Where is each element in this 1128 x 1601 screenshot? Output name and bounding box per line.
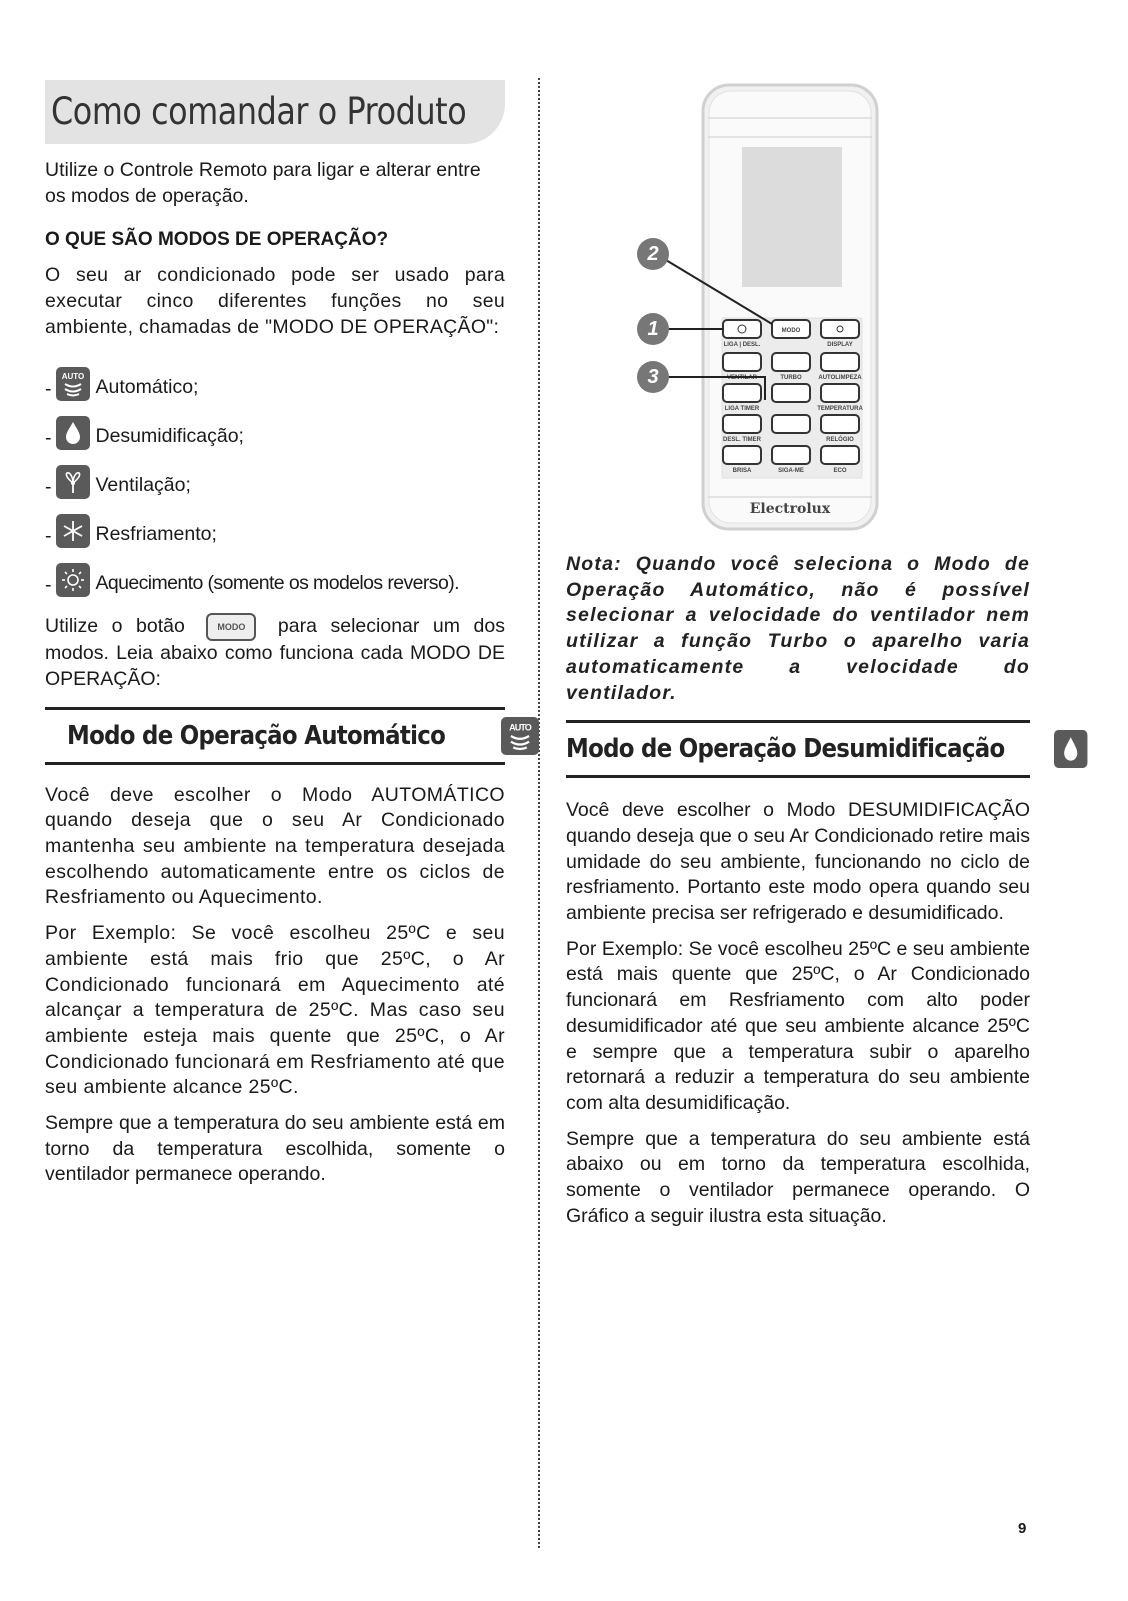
mode-item-heat: - Aquecimento (somente os modelos reverso). [45, 548, 505, 597]
use-button-after: para selecionar um dos modos. Leia abaixo como funciona cada MODO DE OPERAÇÃO: [45, 615, 505, 690]
mode-label: Desumidificação; [95, 425, 244, 448]
fan-icon [56, 465, 90, 499]
auto-icon [56, 367, 90, 401]
dehum-paragraph-2: Por Exemplo: Se você escolheu 25ºC e seu ambiente está mais quente que 25ºC, o Ar Condicionado funcionará em Resfriamento com alto poder desumidificador até que seu ambiente alcance 25ºC e sempre que a temperatura subir o aparelho retornará a reduzir a temperatura do seu ambiente com alta desumidificação. [566, 937, 1030, 1114]
note-text: Nota: Quando você seleciona o Modo de Operação Automático, não é possível selecionar a velocidade do ventilador nem utilizar a função Turbo o aparelho varia automaticamente a velocidade do ventilador. [566, 553, 1030, 704]
dehum-paragraph-1: Você deve escolher o Modo DESUMIDIFICAÇÃO quando deseja que o seu Ar Condicionado retire mais umidade do seu ambiente, funcionando no ciclo de resfriamento. Portanto este modo opera quando seu ambiente precisa ser refrigerado e desumidificado. [566, 799, 1030, 925]
auto-heading: Modo de Operação Automático [67, 720, 446, 751]
use-button-before: Utilize o botão [45, 615, 185, 638]
svg-text:VENTILAR: VENTILAR [727, 375, 757, 381]
mode-item-auto: - AUTO Automático; [45, 352, 505, 401]
svg-text:AUTO: AUTO [61, 372, 84, 382]
svg-text:LIGA | DESL.: LIGA | DESL. [723, 342, 761, 348]
dehum-section-heading [566, 720, 1030, 778]
svg-text:SIGA-ME: SIGA-ME [778, 468, 804, 474]
drop-icon [1054, 730, 1087, 768]
brand-logo: Electrolux [749, 501, 831, 517]
sun-icon [56, 563, 90, 597]
modes-intro: O seu ar condicionado pode ser usado para executar cinco diferentes funções no seu ambiente, chamadas de "MODO DE OPERAÇÃO": [45, 264, 505, 338]
column-divider [538, 78, 540, 1548]
modo-button-icon: MODO [206, 613, 256, 641]
svg-text:RELÓGIO: RELÓGIO [826, 437, 854, 443]
callout-3: 3 [637, 361, 669, 393]
mode-item-dehumidify: - Desumidificação; [45, 401, 505, 450]
svg-text:DISPLAY: DISPLAY [827, 342, 853, 348]
auto-section-heading [45, 707, 531, 765]
intro-text: Utilize o Controle Remoto para ligar e alterar entre os modos de operação. [45, 159, 481, 207]
auto-icon [501, 717, 539, 755]
mode-list [45, 352, 505, 597]
svg-text:AUTOLIMPEZA: AUTOLIMPEZA [818, 375, 862, 381]
use-button-text [45, 613, 505, 692]
svg-text:DESL. TIMER: DESL. TIMER [722, 437, 762, 443]
mode-label: Aquecimento (somente os modelos reverso). [95, 572, 459, 595]
callout-2: 2 [637, 238, 669, 270]
mode-label: Resfriamento; [95, 523, 217, 546]
dehum-paragraph-3: Sempre que a temperatura do seu ambiente está abaixo ou em torno da temperatura escolhida, somente o ventilador permanece operando. O Gráfico a seguir ilustra esta situação. [566, 1127, 1030, 1227]
svg-text:BRISA: BRISA [732, 468, 752, 474]
callout-1: 1 [637, 313, 669, 345]
page-number: 9 [1018, 1520, 1027, 1537]
right-column [566, 552, 1030, 1229]
svg-text:LIGA TIMER: LIGA TIMER [724, 406, 760, 412]
svg-text:TEMPERATURA: TEMPERATURA [817, 406, 863, 412]
auto-paragraph-1: Você deve escolher o Modo AUTOMÁTICO quando deseja que o seu Ar Condicionado mantenha seu ambiente na temperatura desejada escolhendo automaticamente entre os ciclos de Resfriamento ou Aquecimento. [45, 783, 505, 909]
svg-text:ECO: ECO [833, 468, 847, 474]
svg-text:AUTO: AUTO [508, 721, 531, 732]
page-title: Como comandar o Produto [51, 90, 467, 133]
left-column [45, 80, 531, 1188]
page-title-band [45, 80, 505, 144]
callout-lines [650, 240, 790, 400]
svg-text:MODO: MODO [781, 328, 801, 334]
mode-label: Ventilação; [95, 474, 191, 497]
mode-item-fan: - Ventilação; [45, 450, 505, 499]
auto-paragraph-2: Por Exemplo: Se você escolheu 25ºC e seu ambiente está mais frio que 25ºC, o Ar Condicionado funcionará em Aquecimento até alcançar a temperatura de 25ºC. Mas caso seu ambiente esteja mais quente que 25ºC, o Ar Condicionado funcionará em Resfriamento até que seu ambiente alcance 25ºC. [45, 922, 505, 1099]
svg-text:TURBO: TURBO [780, 375, 802, 381]
snowflake-icon [56, 514, 90, 548]
mode-item-cool: - Resfriamento; [45, 499, 505, 548]
mode-label: Automático; [95, 376, 199, 399]
drop-icon [56, 416, 90, 450]
auto-paragraph-3: Sempre que a temperatura do seu ambiente está em torno da temperatura escolhida, somente o ventilador permanece operando. [45, 1112, 505, 1186]
dehum-heading: Modo de Operação Desumidificação [566, 734, 1005, 765]
question-heading: O QUE SÃO MODOS DE OPERAÇÃO? [45, 229, 389, 251]
